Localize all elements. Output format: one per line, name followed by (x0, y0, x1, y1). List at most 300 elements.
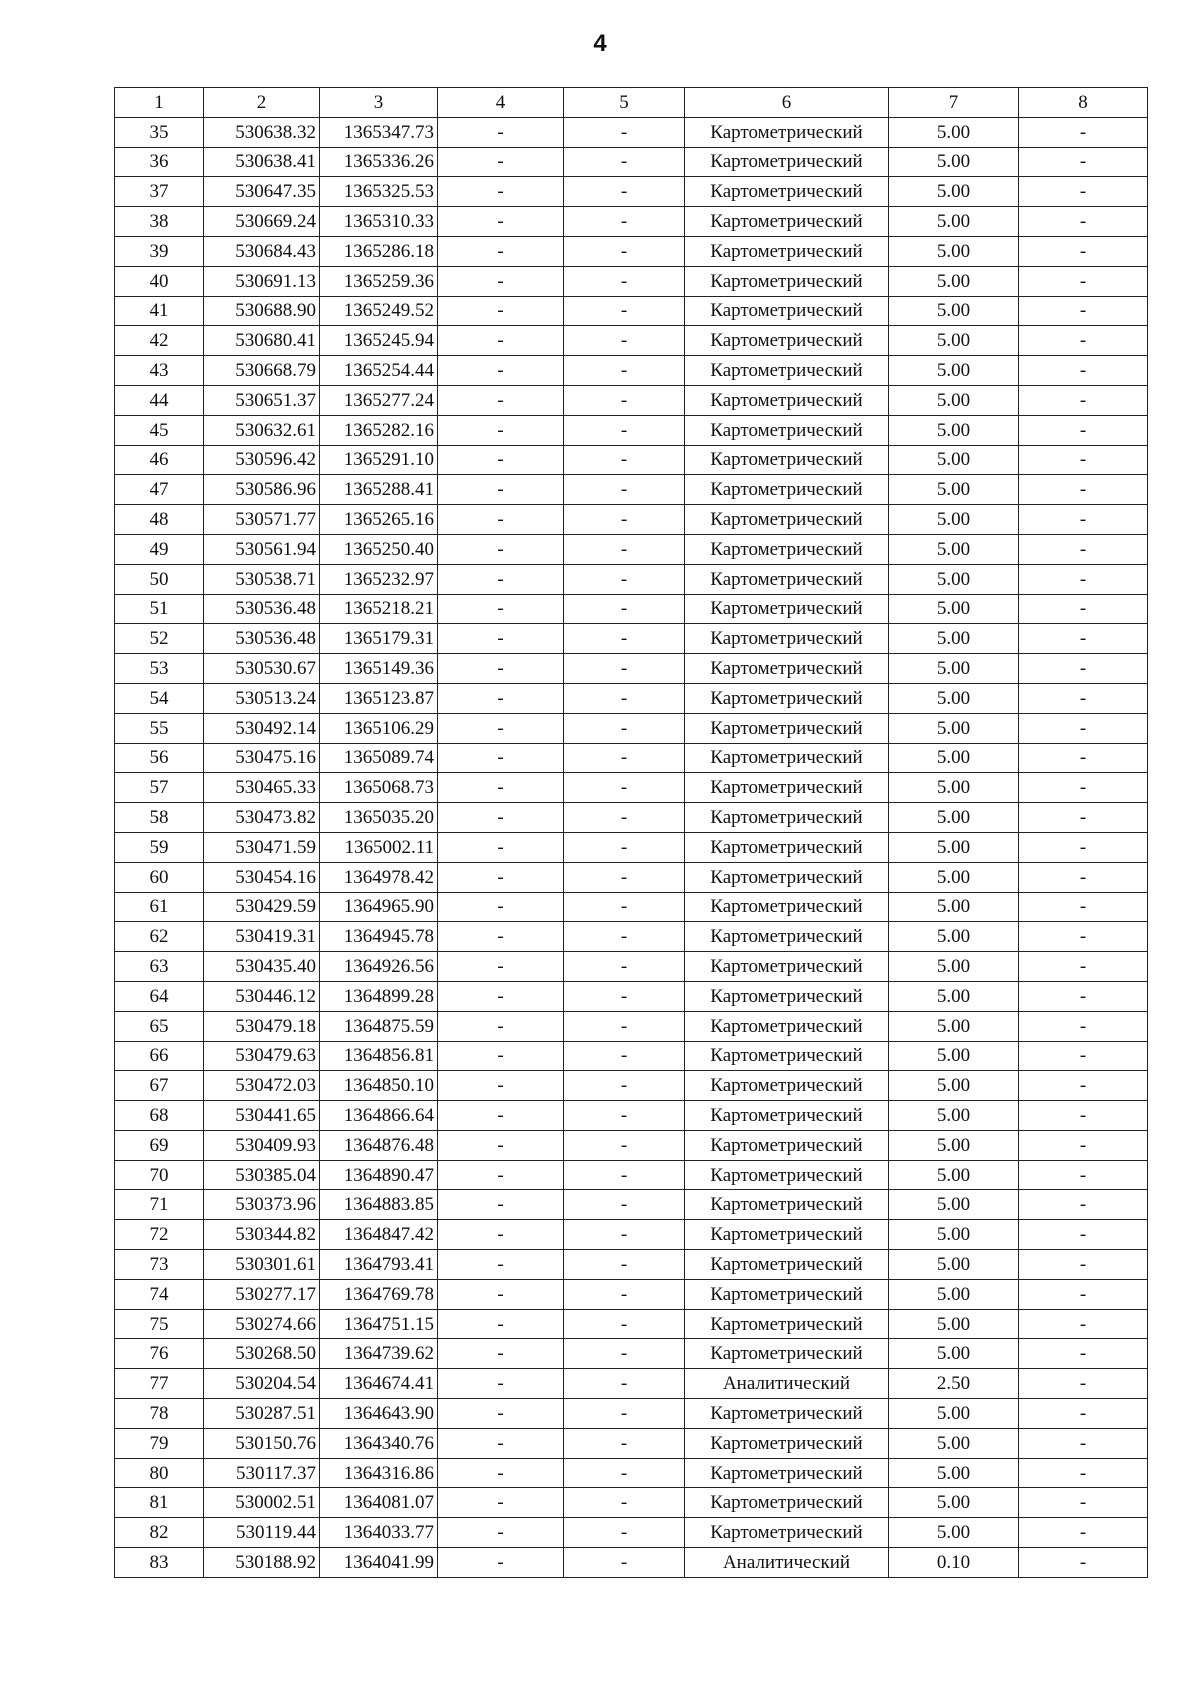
method-cell: Картометрический (685, 683, 889, 713)
x-coordinate-cell: 530479.18 (204, 1011, 320, 1041)
col4-cell: - (438, 1518, 564, 1548)
col8-cell: - (1019, 177, 1148, 207)
accuracy-cell: 5.00 (889, 773, 1019, 803)
point-number-cell: 74 (115, 1279, 204, 1309)
table-row (115, 1458, 1148, 1488)
header-cell: 4 (438, 88, 564, 118)
col4-cell: - (438, 356, 564, 386)
col5-cell: - (564, 1399, 685, 1429)
col8-cell: - (1019, 922, 1148, 952)
table-row (115, 505, 1148, 535)
y-coordinate-cell: 1364739.62 (320, 1339, 438, 1369)
accuracy-cell: 5.00 (889, 1190, 1019, 1220)
col4-cell: - (438, 296, 564, 326)
x-coordinate-cell: 530188.92 (204, 1548, 320, 1578)
method-cell: Картометрический (685, 1101, 889, 1131)
y-coordinate-cell: 1364674.41 (320, 1369, 438, 1399)
col5-cell: - (564, 1369, 685, 1399)
coordinates-table (114, 87, 1148, 1578)
method-cell: Картометрический (685, 564, 889, 594)
col8-cell: - (1019, 862, 1148, 892)
col8-cell: - (1019, 534, 1148, 564)
y-coordinate-cell: 1365291.10 (320, 445, 438, 475)
col8-cell: - (1019, 952, 1148, 982)
table-row (115, 207, 1148, 237)
col8-cell: - (1019, 385, 1148, 415)
y-coordinate-cell: 1364081.07 (320, 1488, 438, 1518)
table-row (115, 1071, 1148, 1101)
accuracy-cell: 5.00 (889, 1309, 1019, 1339)
point-number-cell: 83 (115, 1548, 204, 1578)
x-coordinate-cell: 530454.16 (204, 862, 320, 892)
col5-cell: - (564, 1160, 685, 1190)
y-coordinate-cell: 1364883.85 (320, 1190, 438, 1220)
y-coordinate-cell: 1364876.48 (320, 1130, 438, 1160)
point-number-cell: 39 (115, 236, 204, 266)
y-coordinate-cell: 1365250.40 (320, 534, 438, 564)
x-coordinate-cell: 530680.41 (204, 326, 320, 356)
col4-cell: - (438, 892, 564, 922)
y-coordinate-cell: 1365288.41 (320, 475, 438, 505)
col4-cell: - (438, 743, 564, 773)
table-row (115, 1399, 1148, 1429)
point-number-cell: 80 (115, 1458, 204, 1488)
y-coordinate-cell: 1364769.78 (320, 1279, 438, 1309)
col8-cell: - (1019, 713, 1148, 743)
accuracy-cell: 2.50 (889, 1369, 1019, 1399)
method-cell: Картометрический (685, 385, 889, 415)
col4-cell: - (438, 922, 564, 952)
col8-cell: - (1019, 356, 1148, 386)
accuracy-cell: 5.00 (889, 1399, 1019, 1429)
point-number-cell: 37 (115, 177, 204, 207)
accuracy-cell: 5.00 (889, 445, 1019, 475)
point-number-cell: 75 (115, 1309, 204, 1339)
point-number-cell: 81 (115, 1488, 204, 1518)
col5-cell: - (564, 1130, 685, 1160)
x-coordinate-cell: 530287.51 (204, 1399, 320, 1429)
col4-cell: - (438, 1548, 564, 1578)
method-cell: Картометрический (685, 862, 889, 892)
accuracy-cell: 5.00 (889, 564, 1019, 594)
method-cell: Картометрический (685, 1130, 889, 1160)
col5-cell: - (564, 296, 685, 326)
method-cell: Картометрический (685, 743, 889, 773)
col5-cell: - (564, 803, 685, 833)
y-coordinate-cell: 1365286.18 (320, 236, 438, 266)
accuracy-cell: 5.00 (889, 1071, 1019, 1101)
col4-cell: - (438, 1339, 564, 1369)
accuracy-cell: 5.00 (889, 1011, 1019, 1041)
col8-cell: - (1019, 266, 1148, 296)
table-row (115, 326, 1148, 356)
accuracy-cell: 5.00 (889, 415, 1019, 445)
y-coordinate-cell: 1365259.36 (320, 266, 438, 296)
x-coordinate-cell: 530471.59 (204, 832, 320, 862)
method-cell: Картометрический (685, 1279, 889, 1309)
col8-cell: - (1019, 683, 1148, 713)
point-number-cell: 38 (115, 207, 204, 237)
col8-cell: - (1019, 415, 1148, 445)
col8-cell: - (1019, 892, 1148, 922)
col4-cell: - (438, 1041, 564, 1071)
table-row (115, 1488, 1148, 1518)
accuracy-cell: 5.00 (889, 594, 1019, 624)
table-row (115, 1279, 1148, 1309)
x-coordinate-cell: 530561.94 (204, 534, 320, 564)
method-cell: Картометрический (685, 147, 889, 177)
accuracy-cell: 5.00 (889, 1488, 1019, 1518)
table-row (115, 1011, 1148, 1041)
y-coordinate-cell: 1364041.99 (320, 1548, 438, 1578)
accuracy-cell: 5.00 (889, 475, 1019, 505)
col8-cell: - (1019, 1309, 1148, 1339)
col5-cell: - (564, 385, 685, 415)
y-coordinate-cell: 1364965.90 (320, 892, 438, 922)
point-number-cell: 43 (115, 356, 204, 386)
y-coordinate-cell: 1364793.41 (320, 1250, 438, 1280)
col8-cell: - (1019, 654, 1148, 684)
col5-cell: - (564, 952, 685, 982)
x-coordinate-cell: 530475.16 (204, 743, 320, 773)
x-coordinate-cell: 530277.17 (204, 1279, 320, 1309)
col4-cell: - (438, 1160, 564, 1190)
col8-cell: - (1019, 832, 1148, 862)
col4-cell: - (438, 1488, 564, 1518)
col4-cell: - (438, 1428, 564, 1458)
method-cell: Картометрический (685, 475, 889, 505)
col4-cell: - (438, 1220, 564, 1250)
y-coordinate-cell: 1364978.42 (320, 862, 438, 892)
point-number-cell: 66 (115, 1041, 204, 1071)
table-header-row (115, 88, 1148, 118)
point-number-cell: 65 (115, 1011, 204, 1041)
point-number-cell: 47 (115, 475, 204, 505)
point-number-cell: 77 (115, 1369, 204, 1399)
col5-cell: - (564, 356, 685, 386)
table-body (115, 117, 1148, 1577)
header-cell: 3 (320, 88, 438, 118)
x-coordinate-cell: 530669.24 (204, 207, 320, 237)
x-coordinate-cell: 530002.51 (204, 1488, 320, 1518)
y-coordinate-cell: 1365347.73 (320, 117, 438, 147)
col5-cell: - (564, 624, 685, 654)
table-row (115, 564, 1148, 594)
accuracy-cell: 5.00 (889, 296, 1019, 326)
col8-cell: - (1019, 624, 1148, 654)
x-coordinate-cell: 530409.93 (204, 1130, 320, 1160)
col5-cell: - (564, 773, 685, 803)
col5-cell: - (564, 862, 685, 892)
col4-cell: - (438, 177, 564, 207)
method-cell: Картометрический (685, 415, 889, 445)
col5-cell: - (564, 1518, 685, 1548)
x-coordinate-cell: 530446.12 (204, 981, 320, 1011)
point-number-cell: 35 (115, 117, 204, 147)
y-coordinate-cell: 1365254.44 (320, 356, 438, 386)
col5-cell: - (564, 266, 685, 296)
col5-cell: - (564, 534, 685, 564)
point-number-cell: 72 (115, 1220, 204, 1250)
method-cell: Картометрический (685, 236, 889, 266)
col4-cell: - (438, 236, 564, 266)
point-number-cell: 62 (115, 922, 204, 952)
table-row (115, 1160, 1148, 1190)
x-coordinate-cell: 530268.50 (204, 1339, 320, 1369)
table-row (115, 1309, 1148, 1339)
method-cell: Картометрический (685, 1399, 889, 1429)
x-coordinate-cell: 530651.37 (204, 385, 320, 415)
method-cell: Картометрический (685, 534, 889, 564)
x-coordinate-cell: 530373.96 (204, 1190, 320, 1220)
method-cell: Картометрический (685, 296, 889, 326)
col8-cell: - (1019, 236, 1148, 266)
col5-cell: - (564, 207, 685, 237)
header-cell: 2 (204, 88, 320, 118)
col4-cell: - (438, 415, 564, 445)
col8-cell: - (1019, 1339, 1148, 1369)
point-number-cell: 40 (115, 266, 204, 296)
y-coordinate-cell: 1364643.90 (320, 1399, 438, 1429)
point-number-cell: 50 (115, 564, 204, 594)
accuracy-cell: 5.00 (889, 117, 1019, 147)
point-number-cell: 45 (115, 415, 204, 445)
col5-cell: - (564, 564, 685, 594)
col4-cell: - (438, 445, 564, 475)
col5-cell: - (564, 1071, 685, 1101)
table-row (115, 1250, 1148, 1280)
method-cell: Картометрический (685, 326, 889, 356)
col5-cell: - (564, 1279, 685, 1309)
point-number-cell: 78 (115, 1399, 204, 1429)
method-cell: Картометрический (685, 981, 889, 1011)
x-coordinate-cell: 530301.61 (204, 1250, 320, 1280)
col5-cell: - (564, 1250, 685, 1280)
x-coordinate-cell: 530571.77 (204, 505, 320, 535)
table-row (115, 445, 1148, 475)
col4-cell: - (438, 981, 564, 1011)
table-row (115, 1518, 1148, 1548)
method-cell: Картометрический (685, 1250, 889, 1280)
table-row (115, 296, 1148, 326)
col4-cell: - (438, 266, 564, 296)
col4-cell: - (438, 147, 564, 177)
col5-cell: - (564, 445, 685, 475)
point-number-cell: 61 (115, 892, 204, 922)
x-coordinate-cell: 530647.35 (204, 177, 320, 207)
table-row (115, 236, 1148, 266)
table-row (115, 266, 1148, 296)
col5-cell: - (564, 1488, 685, 1518)
accuracy-cell: 5.00 (889, 922, 1019, 952)
col8-cell: - (1019, 1190, 1148, 1220)
x-coordinate-cell: 530536.48 (204, 624, 320, 654)
header-cell: 7 (889, 88, 1019, 118)
table-row (115, 594, 1148, 624)
col5-cell: - (564, 654, 685, 684)
x-coordinate-cell: 530204.54 (204, 1369, 320, 1399)
col4-cell: - (438, 803, 564, 833)
point-number-cell: 53 (115, 654, 204, 684)
col5-cell: - (564, 832, 685, 862)
x-coordinate-cell: 530492.14 (204, 713, 320, 743)
col5-cell: - (564, 1041, 685, 1071)
table-row (115, 654, 1148, 684)
col8-cell: - (1019, 1101, 1148, 1131)
y-coordinate-cell: 1365336.26 (320, 147, 438, 177)
x-coordinate-cell: 530668.79 (204, 356, 320, 386)
x-coordinate-cell: 530441.65 (204, 1101, 320, 1131)
point-number-cell: 69 (115, 1130, 204, 1160)
col5-cell: - (564, 713, 685, 743)
col8-cell: - (1019, 773, 1148, 803)
method-cell: Картометрический (685, 922, 889, 952)
col4-cell: - (438, 475, 564, 505)
method-cell: Картометрический (685, 1488, 889, 1518)
x-coordinate-cell: 530274.66 (204, 1309, 320, 1339)
accuracy-cell: 5.00 (889, 862, 1019, 892)
col4-cell: - (438, 624, 564, 654)
col8-cell: - (1019, 564, 1148, 594)
col4-cell: - (438, 1369, 564, 1399)
table-row (115, 743, 1148, 773)
accuracy-cell: 5.00 (889, 1160, 1019, 1190)
x-coordinate-cell: 530638.32 (204, 117, 320, 147)
y-coordinate-cell: 1365232.97 (320, 564, 438, 594)
col4-cell: - (438, 505, 564, 535)
accuracy-cell: 5.00 (889, 624, 1019, 654)
point-number-cell: 73 (115, 1250, 204, 1280)
col4-cell: - (438, 952, 564, 982)
point-number-cell: 48 (115, 505, 204, 535)
y-coordinate-cell: 1365149.36 (320, 654, 438, 684)
table-row (115, 832, 1148, 862)
y-coordinate-cell: 1365265.16 (320, 505, 438, 535)
col8-cell: - (1019, 1488, 1148, 1518)
method-cell: Аналитический (685, 1548, 889, 1578)
col5-cell: - (564, 415, 685, 445)
col4-cell: - (438, 564, 564, 594)
method-cell: Картометрический (685, 594, 889, 624)
y-coordinate-cell: 1365035.20 (320, 803, 438, 833)
point-number-cell: 52 (115, 624, 204, 654)
col5-cell: - (564, 1548, 685, 1578)
accuracy-cell: 5.00 (889, 326, 1019, 356)
y-coordinate-cell: 1364945.78 (320, 922, 438, 952)
accuracy-cell: 5.00 (889, 832, 1019, 862)
col5-cell: - (564, 892, 685, 922)
point-number-cell: 63 (115, 952, 204, 982)
x-coordinate-cell: 530344.82 (204, 1220, 320, 1250)
col8-cell: - (1019, 1548, 1148, 1578)
col5-cell: - (564, 117, 685, 147)
x-coordinate-cell: 530479.63 (204, 1041, 320, 1071)
method-cell: Картометрический (685, 356, 889, 386)
method-cell: Картометрический (685, 1458, 889, 1488)
col4-cell: - (438, 1190, 564, 1220)
table-row (115, 356, 1148, 386)
table-row (115, 147, 1148, 177)
y-coordinate-cell: 1365218.21 (320, 594, 438, 624)
x-coordinate-cell: 530586.96 (204, 475, 320, 505)
col5-cell: - (564, 1101, 685, 1131)
point-number-cell: 70 (115, 1160, 204, 1190)
method-cell: Картометрический (685, 266, 889, 296)
table-row (115, 534, 1148, 564)
accuracy-cell: 5.00 (889, 1130, 1019, 1160)
col5-cell: - (564, 1428, 685, 1458)
x-coordinate-cell: 530688.90 (204, 296, 320, 326)
accuracy-cell: 5.00 (889, 981, 1019, 1011)
col4-cell: - (438, 1309, 564, 1339)
table-row (115, 1220, 1148, 1250)
method-cell: Картометрический (685, 117, 889, 147)
col8-cell: - (1019, 1399, 1148, 1429)
y-coordinate-cell: 1365245.94 (320, 326, 438, 356)
method-cell: Картометрический (685, 832, 889, 862)
point-number-cell: 68 (115, 1101, 204, 1131)
method-cell: Картометрический (685, 773, 889, 803)
accuracy-cell: 5.00 (889, 1250, 1019, 1280)
header-cell: 8 (1019, 88, 1148, 118)
table-row (115, 683, 1148, 713)
col8-cell: - (1019, 1160, 1148, 1190)
col5-cell: - (564, 505, 685, 535)
col8-cell: - (1019, 1428, 1148, 1458)
point-number-cell: 36 (115, 147, 204, 177)
table-row (115, 415, 1148, 445)
x-coordinate-cell: 530150.76 (204, 1428, 320, 1458)
col5-cell: - (564, 922, 685, 952)
point-number-cell: 59 (115, 832, 204, 862)
table-row (115, 1428, 1148, 1458)
method-cell: Картометрический (685, 505, 889, 535)
point-number-cell: 51 (115, 594, 204, 624)
col5-cell: - (564, 1339, 685, 1369)
col4-cell: - (438, 534, 564, 564)
y-coordinate-cell: 1365179.31 (320, 624, 438, 654)
col5-cell: - (564, 743, 685, 773)
accuracy-cell: 5.00 (889, 713, 1019, 743)
method-cell: Картометрический (685, 445, 889, 475)
accuracy-cell: 5.00 (889, 1518, 1019, 1548)
col4-cell: - (438, 1399, 564, 1429)
method-cell: Картометрический (685, 892, 889, 922)
method-cell: Картометрический (685, 177, 889, 207)
col5-cell: - (564, 236, 685, 266)
x-coordinate-cell: 530435.40 (204, 952, 320, 982)
y-coordinate-cell: 1364926.56 (320, 952, 438, 982)
col8-cell: - (1019, 207, 1148, 237)
point-number-cell: 57 (115, 773, 204, 803)
point-number-cell: 56 (115, 743, 204, 773)
col5-cell: - (564, 1220, 685, 1250)
header-cell: 1 (115, 88, 204, 118)
col4-cell: - (438, 654, 564, 684)
col8-cell: - (1019, 147, 1148, 177)
x-coordinate-cell: 530465.33 (204, 773, 320, 803)
accuracy-cell: 5.00 (889, 385, 1019, 415)
y-coordinate-cell: 1365106.29 (320, 713, 438, 743)
col8-cell: - (1019, 981, 1148, 1011)
col8-cell: - (1019, 475, 1148, 505)
accuracy-cell: 5.00 (889, 505, 1019, 535)
col4-cell: - (438, 385, 564, 415)
col4-cell: - (438, 1130, 564, 1160)
point-number-cell: 42 (115, 326, 204, 356)
col5-cell: - (564, 1011, 685, 1041)
method-cell: Картометрический (685, 654, 889, 684)
